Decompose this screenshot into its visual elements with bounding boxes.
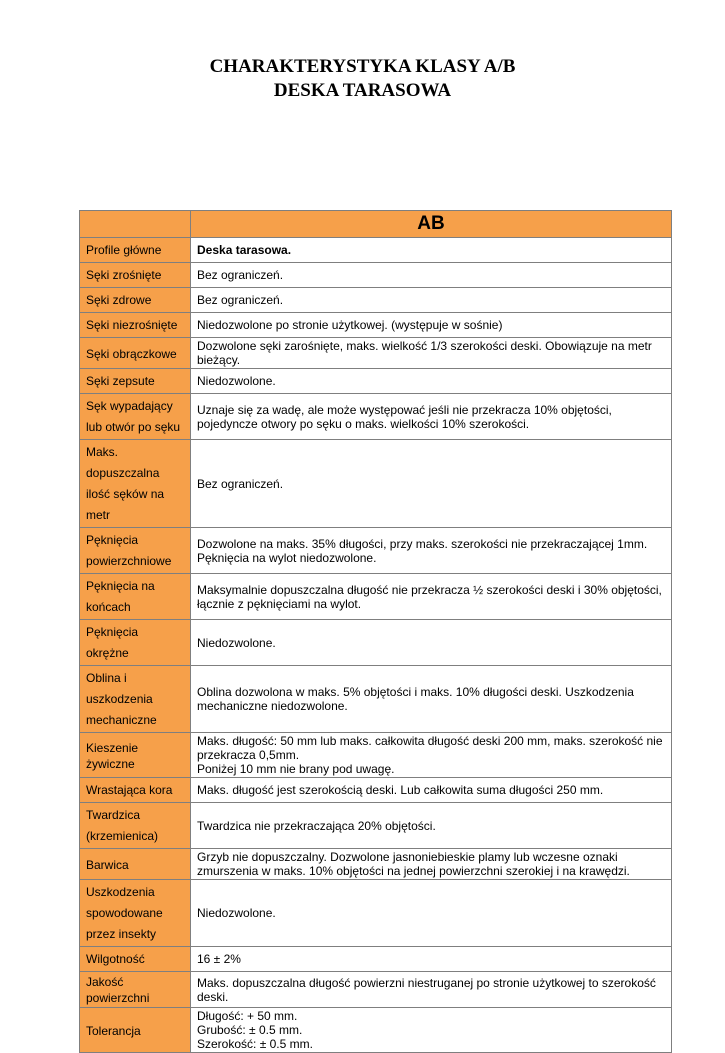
- class-spec-table: [79, 210, 672, 1053]
- row-value: 16 ± 2%: [191, 947, 672, 972]
- row-value: Bez ograniczeń.: [191, 263, 672, 288]
- table-row: [80, 574, 672, 620]
- row-value: Dozwolone na maks. 35% długości, przy maks. szerokości nie przekraczającej 1mm. Pęknięcia na wylot niedozwolone.: [191, 528, 672, 574]
- row-value: Bez ograniczeń.: [191, 440, 672, 528]
- table-row: [80, 288, 672, 313]
- row-label: Twardzica (krzemienica): [80, 803, 191, 849]
- row-value: Twardzica nie przekraczająca 20% objętości.: [191, 803, 672, 849]
- table-row: [80, 666, 672, 733]
- table-row: [80, 528, 672, 574]
- row-label: Sęki zepsute: [80, 369, 191, 394]
- row-label: Sęki obrączkowe: [80, 338, 191, 369]
- table-row: [80, 313, 672, 338]
- table-row: [80, 238, 672, 263]
- row-label: Sęki niezrośnięte: [80, 313, 191, 338]
- row-value: Oblina dozwolona w maks. 5% objętości i maks. 10% długości deski. Uszkodzenia mechaniczne niedozwolone.: [191, 666, 672, 733]
- row-label: Sęki zdrowe: [80, 288, 191, 313]
- row-value: [191, 1008, 672, 1053]
- row-label: Sęk wypadający lub otwór po sęku: [80, 394, 191, 440]
- row-value: Deska tarasowa.: [191, 238, 672, 263]
- row-label: Wilgotność: [80, 947, 191, 972]
- row-label: Barwica: [80, 849, 191, 880]
- row-label: Sęki zrośnięte: [80, 263, 191, 288]
- header-empty-cell: [80, 211, 191, 238]
- row-value: Grzyb nie dopuszczalny. Dozwolone jasnoniebieskie plamy lub wczesne oznaki zmurszenia w maks. 10% objętości na jednej powierzchni szerokiej i na krawędzi.: [191, 849, 672, 880]
- row-label: Wrastająca kora: [80, 778, 191, 803]
- table-row: [80, 440, 672, 528]
- row-value: Niedozwolone po stronie użytkowej. (występuje w sośnie): [191, 313, 672, 338]
- value-line: Maks. długość: 50 mm lub maks. całkowita długość deski 200 mm, maks. szerokość nie przekracza 0,5mm.: [197, 734, 663, 762]
- row-value: Niedozwolone.: [191, 620, 672, 666]
- value-line: Poniżej 10 mm nie brany pod uwagę.: [197, 762, 395, 776]
- row-label: Kieszenie żywiczne: [80, 733, 191, 778]
- row-label: Jakość powierzchni: [80, 972, 191, 1008]
- row-value: Bez ograniczeń.: [191, 288, 672, 313]
- table-row: [80, 880, 672, 947]
- row-value: [191, 733, 672, 778]
- row-value: Maks. dopuszczalna długość powierzni niestruganej po stronie użytkowej to szerokość deski.: [191, 972, 672, 1008]
- table-row: [80, 849, 672, 880]
- table-row: [80, 972, 672, 1008]
- row-value: Maksymalnie dopuszczalna długość nie przekracza ½ szerokości deski i 30% objętości, łącznie z pęknięciami na wylot.: [191, 574, 672, 620]
- table-row: [80, 620, 672, 666]
- row-value: Dozwolone sęki zarośnięte, maks. wielkość 1/3 szerokości deski. Obowiązuje na metr bieżący.: [191, 338, 672, 369]
- value-line: Grubość: ± 0.5 mm.: [197, 1023, 303, 1037]
- table-row: [80, 1008, 672, 1053]
- table-row: [80, 338, 672, 369]
- table-row: [80, 947, 672, 972]
- title-line-2: DESKA TARASOWA: [273, 80, 452, 101]
- row-label: Tolerancja: [80, 1008, 191, 1053]
- table-row: [80, 778, 672, 803]
- class-header: AB: [191, 211, 672, 238]
- row-value: Maks. długość jest szerokością deski. Lub całkowita suma długości 250 mm.: [191, 778, 672, 803]
- table-row: [80, 369, 672, 394]
- row-value: Uznaje się za wadę, ale może występować jeśli nie przekracza 10% objętości, pojedyncze otwory po sęku o maks. wielkości 10% szerokości.: [191, 394, 672, 440]
- value-line: Szerokość: ± 0.5 mm.: [197, 1037, 313, 1051]
- row-label: Pęknięcia okrężne: [80, 620, 191, 666]
- row-label: Oblina i uszkodzenia mechaniczne: [80, 666, 191, 733]
- row-label: Pęknięcia na końcach: [80, 574, 191, 620]
- row-label: Profile główne: [80, 238, 191, 263]
- title-line-1: CHARAKTERYSTYKA KLASY A/B: [209, 56, 516, 77]
- table-row: [80, 803, 672, 849]
- row-value: Niedozwolone.: [191, 880, 672, 947]
- table-row: [80, 394, 672, 440]
- row-value: Niedozwolone.: [191, 369, 672, 394]
- row-label: Pęknięcia powierzchniowe: [80, 528, 191, 574]
- document-title: [0, 55, 725, 103]
- table-header-row: [80, 211, 672, 238]
- row-label: Uszkodzenia spowodowane przez insekty: [80, 880, 191, 947]
- value-line: Długość: + 50 mm.: [197, 1009, 298, 1023]
- row-label: Maks. dopuszczalna ilość sęków na metr: [80, 440, 191, 528]
- table-row: [80, 263, 672, 288]
- table-row: [80, 733, 672, 778]
